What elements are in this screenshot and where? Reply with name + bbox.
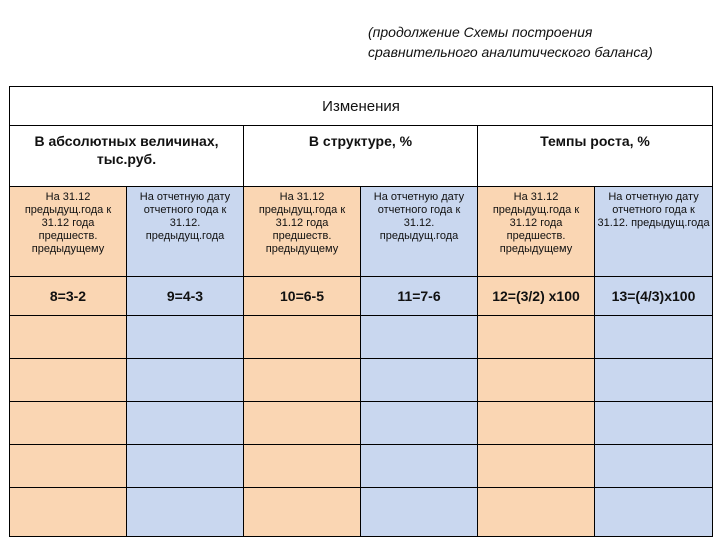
empty-cell [595,445,713,488]
empty-cell [127,402,244,445]
empty-cell [361,359,478,402]
empty-cell [478,359,595,402]
subheader-cell: На отчетную дату отчетного года к 31.12. предыдущ.года [595,187,713,277]
empty-cell [595,402,713,445]
group-header-absolute: В абсолютных величинах, тыс.руб. [10,126,244,187]
table-row [10,316,713,359]
empty-cell [595,316,713,359]
empty-cell [10,316,127,359]
empty-cell [361,402,478,445]
subheader-cell: На 31.12 предыдущ.года к 31.12 года предшеств. предыдущему [10,187,127,277]
empty-cell [478,402,595,445]
formula-cell: 11=7-6 [361,277,478,316]
caption-line-2: сравнительного аналитического баланса) [368,44,653,60]
empty-cell [595,359,713,402]
table-title: Изменения [10,87,713,126]
empty-cell [244,359,361,402]
empty-cell [127,316,244,359]
empty-cell [10,402,127,445]
empty-cell [127,488,244,537]
caption [368,22,708,62]
empty-cell [127,359,244,402]
empty-cell [244,445,361,488]
group-header-growth: Темпы роста, % [478,126,713,187]
formula-cell: 12=(3/2) х100 [478,277,595,316]
formula-cell: 13=(4/3)х100 [595,277,713,316]
empty-cell [478,445,595,488]
empty-cell [478,316,595,359]
empty-cell [244,488,361,537]
group-header-structure: В структуре, % [244,126,478,187]
formula-cell: 10=6-5 [244,277,361,316]
empty-cell [361,488,478,537]
formula-cell: 8=3-2 [10,277,127,316]
empty-cell [127,445,244,488]
subheader-cell: На отчетную дату отчетного года к 31.12. предыдущ.года [361,187,478,277]
caption-line-1: (продолжение Схемы построения [368,24,593,40]
empty-cell [244,402,361,445]
table-row [10,488,713,537]
comparative-balance-table [9,86,713,537]
empty-cell [10,488,127,537]
empty-cell [361,445,478,488]
empty-cell [478,488,595,537]
empty-cell [595,488,713,537]
formula-cell: 9=4-3 [127,277,244,316]
empty-cell [10,445,127,488]
table-row [10,402,713,445]
empty-cell [244,316,361,359]
subheader-cell: На отчетную дату отчетного года к 31.12. предыдущ.года [127,187,244,277]
table-row [10,445,713,488]
subheader-cell: На 31.12 предыдущ.года к 31.12 года предшеств. предыдущему [244,187,361,277]
empty-cell [361,316,478,359]
table-row [10,359,713,402]
empty-cell [10,359,127,402]
subheader-cell: На 31.12 предыдущ.года к 31.12 года предшеств. предыдущему [478,187,595,277]
